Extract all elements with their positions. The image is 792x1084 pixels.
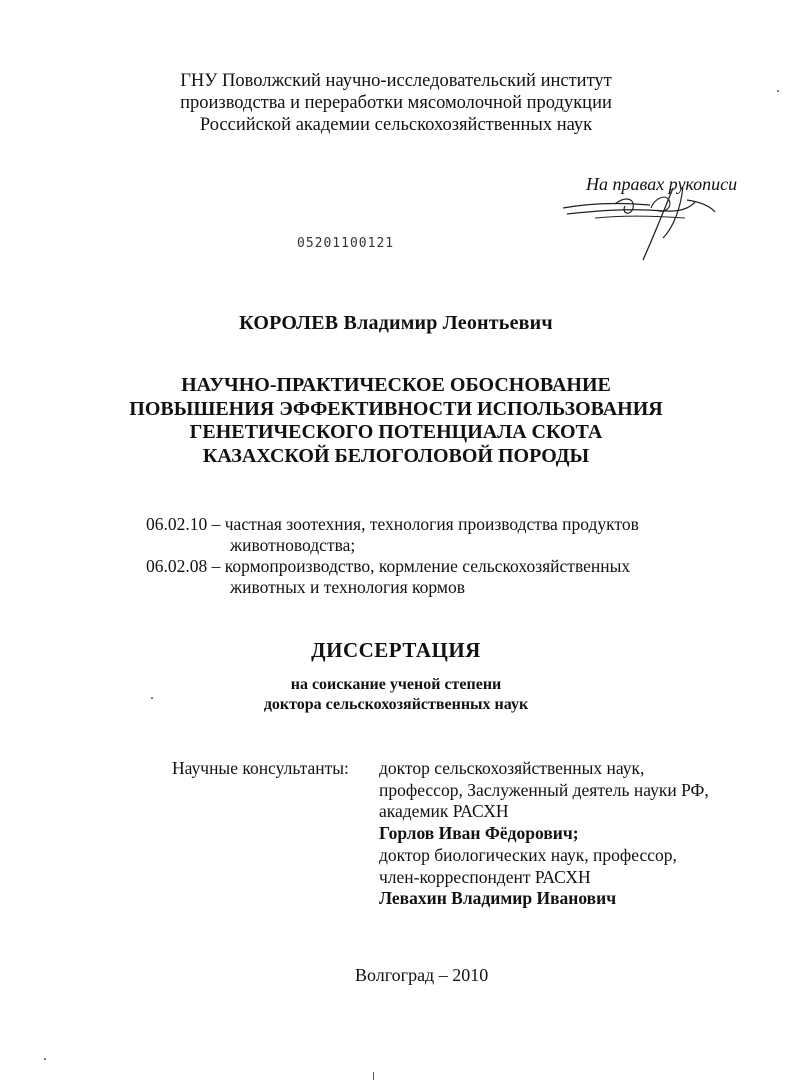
- title-line-2: ПОВЫШЕНИЯ ЭФФЕКТИВНОСТИ ИСПОЛЬЗОВАНИЯ: [129, 397, 663, 420]
- institute-block: [0, 70, 792, 136]
- institute-line-2: производства и переработки мясомолочной продукции: [180, 93, 612, 113]
- title-line-4: КАЗАХСКОЙ БЕЛОГОЛОВОЙ ПОРОДЫ: [202, 444, 590, 467]
- document-type: ДИССЕРТАЦИЯ: [311, 638, 481, 662]
- scan-speck: [151, 697, 153, 699]
- institute-line-1: ГНУ Поволжский научно-исследовательский институт: [180, 71, 612, 91]
- author-name: КОРОЛЕВ Владимир Леонтьевич: [239, 312, 553, 334]
- advisors-list: [379, 758, 709, 910]
- manuscript-note: На правах рукописи: [586, 174, 738, 194]
- registry-number: 05201100121: [297, 236, 395, 251]
- institute-line-3: Российской академии сельскохозяйственных наук: [199, 115, 593, 135]
- advisor-name: Горлов Иван Фёдорович;: [379, 823, 579, 844]
- specialty-line: 06.02.10 – частная зоотехния, технология производства продуктов: [146, 514, 639, 534]
- advisor-credential: академик РАСХН: [379, 801, 509, 822]
- advisors-label: Научные консультанты:: [172, 758, 349, 778]
- scan-speck: [777, 90, 779, 92]
- advisor-name: Левахин Владимир Иванович: [379, 888, 617, 909]
- specialty-item: [146, 556, 630, 598]
- specialty-item: [146, 514, 639, 556]
- scan-speck: [44, 1058, 46, 1060]
- advisor-credential: доктор сельскохозяйственных наук,: [379, 758, 645, 778]
- scan-speck: [373, 1072, 374, 1080]
- dissertation-title: [0, 374, 792, 468]
- title-line-3: ГЕНЕТИЧЕСКОГО ПОТЕНЦИАЛА СКОТА: [189, 421, 603, 443]
- advisor-credential: член-корреспондент РАСХН: [379, 866, 591, 887]
- advisor-credential: профессор, Заслуженный деятель науки РФ,: [379, 779, 709, 800]
- signature-icon: [555, 178, 725, 268]
- city-year: Волгоград – 2010: [355, 965, 489, 985]
- specialty-line: 06.02.08 – кормопроизводство, кормление сельскохозяйственных: [146, 556, 631, 576]
- advisor-credential: доктор биологических наук, профессор,: [379, 844, 677, 865]
- degree-description: [0, 675, 792, 715]
- title-line-1: НАУЧНО-ПРАКТИЧЕСКОЕ ОБОСНОВАНИЕ: [181, 374, 611, 396]
- specialty-line-cont: животных и технология кормов: [230, 577, 465, 597]
- specialty-line-cont: животноводства;: [230, 535, 356, 555]
- degree-line-1: на соискание ученой степени: [290, 676, 502, 693]
- degree-line-2: доктора сельскохозяйственных наук: [263, 696, 529, 713]
